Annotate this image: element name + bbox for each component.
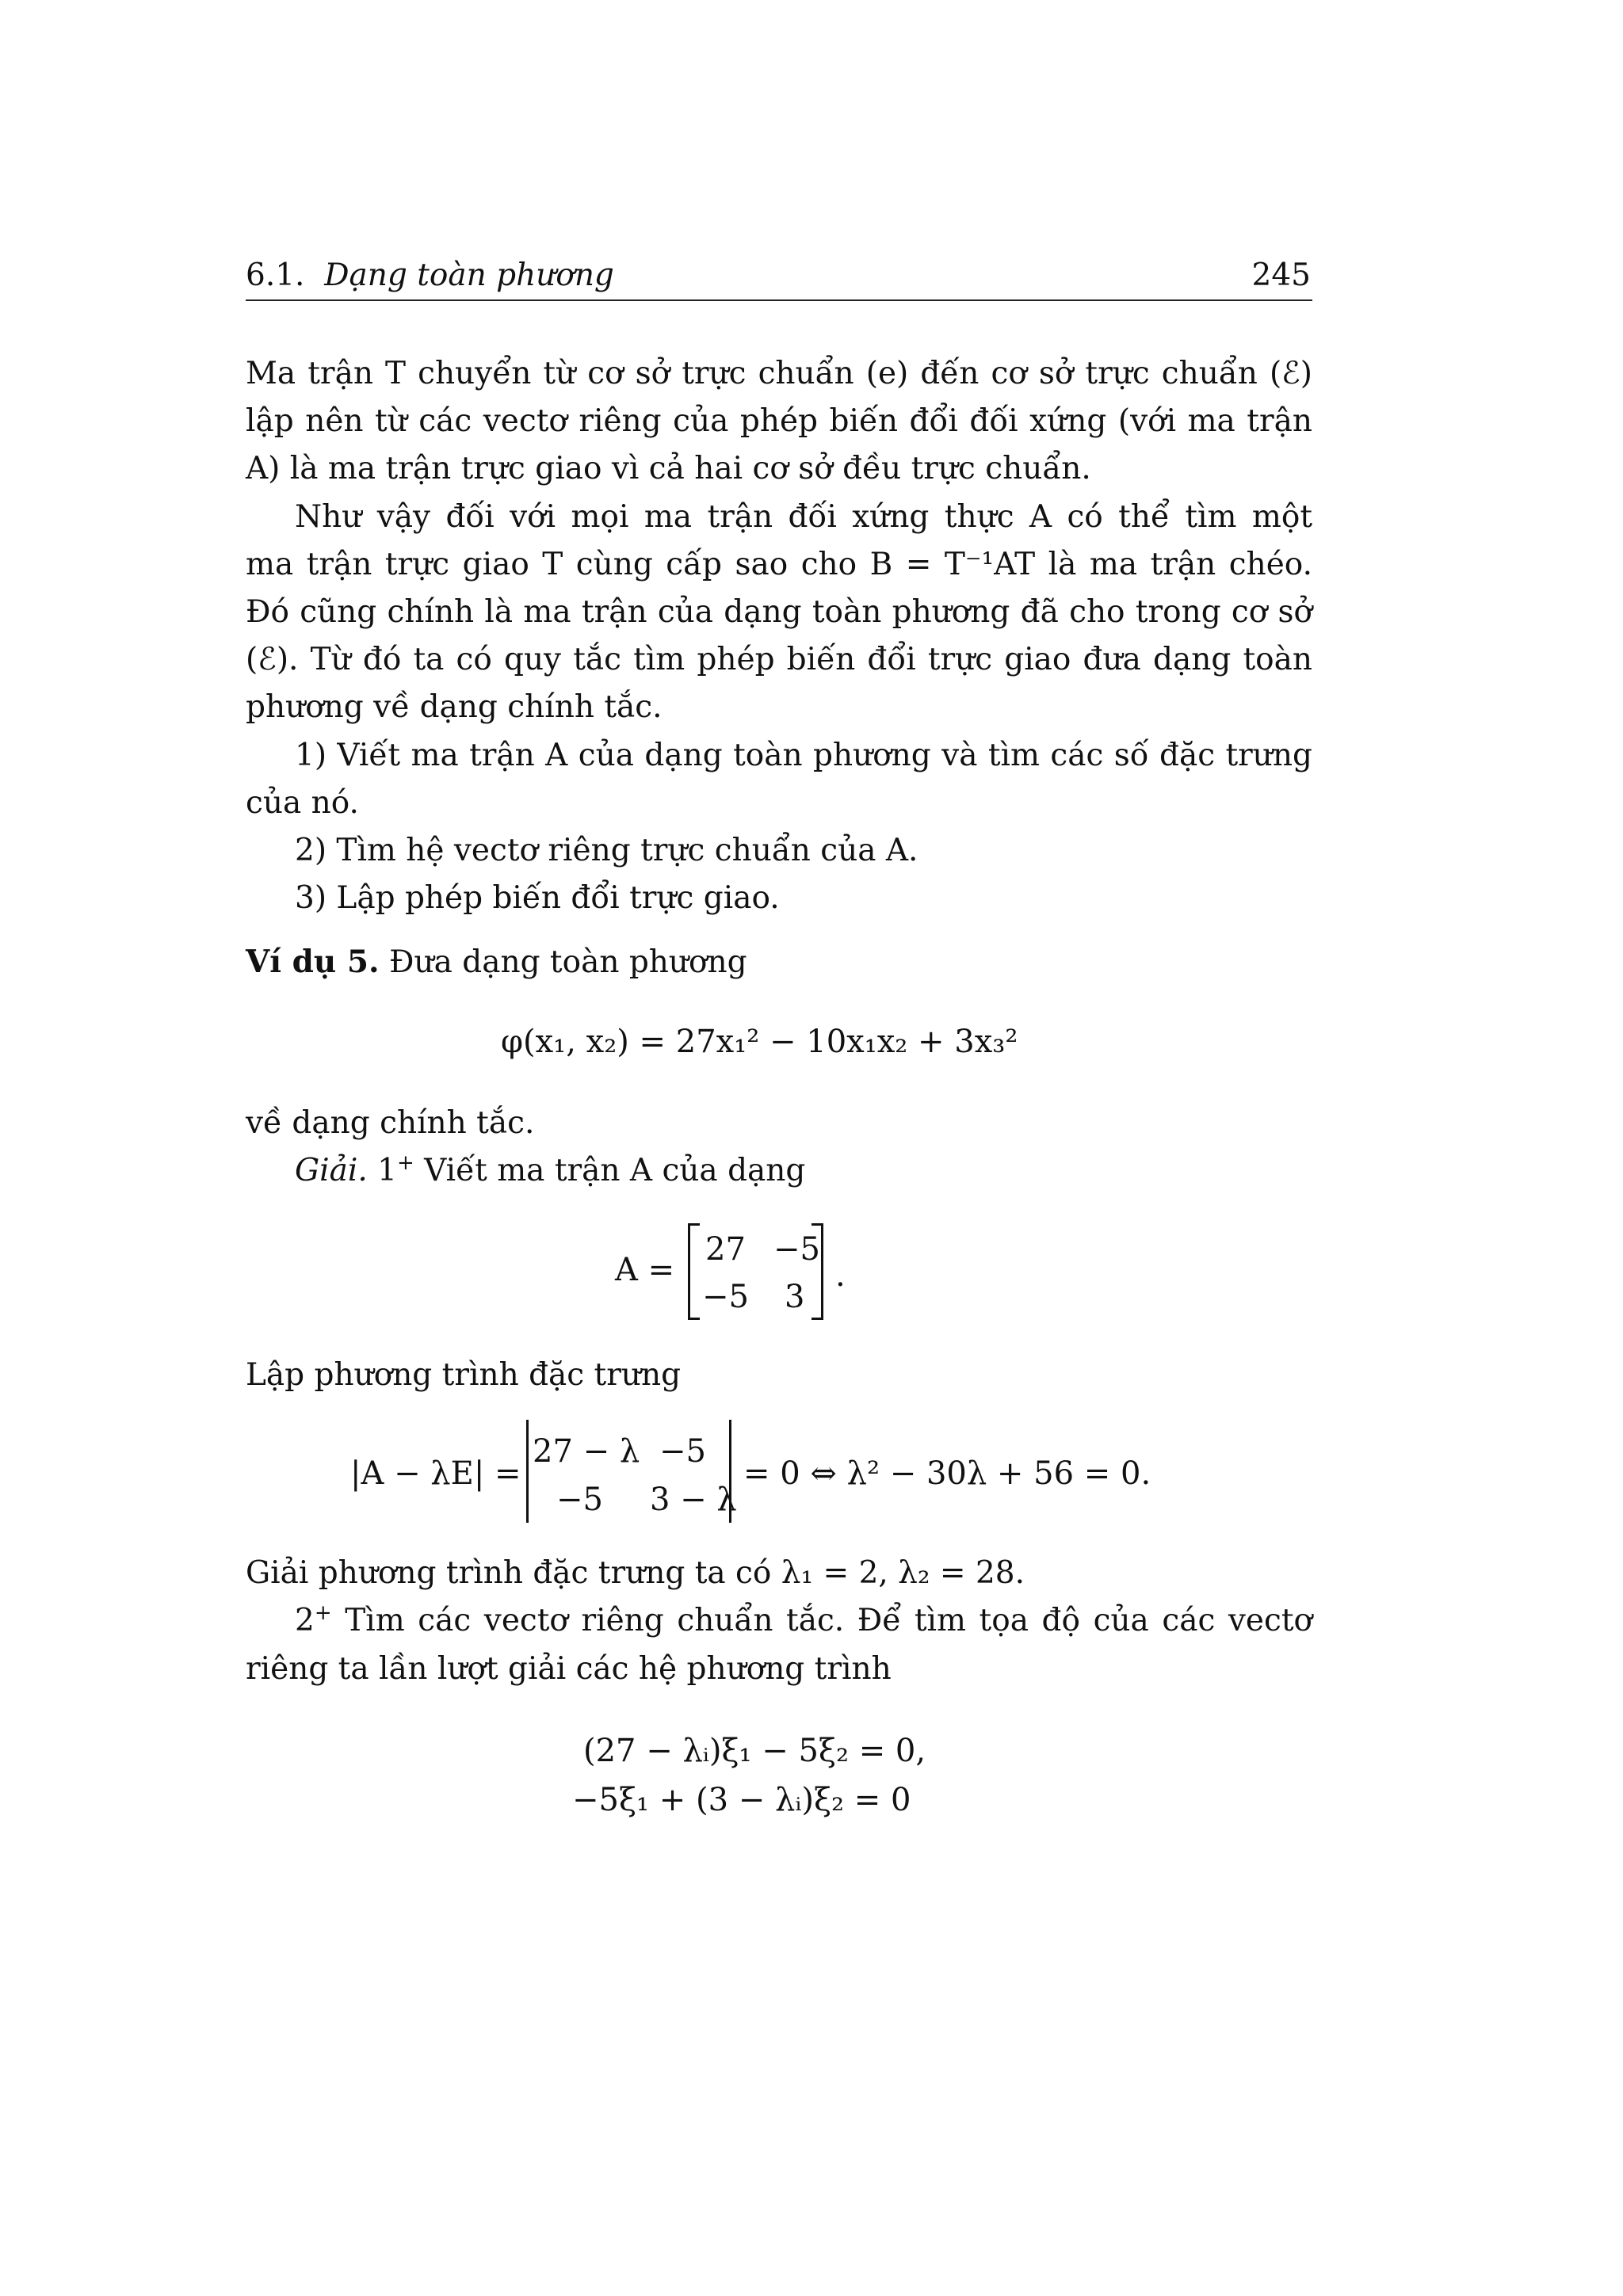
- step-line: của nó.: [246, 785, 359, 821]
- matrix-end-dot: .: [835, 1257, 846, 1294]
- matrix-lhs: A =: [615, 1252, 675, 1288]
- paragraph-line: về dạng chính tắc.: [246, 1105, 535, 1141]
- matrix-right-bracket: [812, 1223, 823, 1320]
- determinant-cell: −5: [556, 1482, 603, 1518]
- paragraph-line: Giải phương trình đặc trưng ta có λ₁ = 2, λ₂ = 28.: [246, 1555, 1025, 1591]
- solution-label: Giải.: [295, 1153, 368, 1188]
- solution-step2: 2+ Tìm các vectơ riêng chuẩn tắc. Để tìm tọa độ của các vectơ: [295, 1601, 1312, 1638]
- paragraph-line: riêng ta lần lượt giải các hệ phương trình: [246, 1651, 892, 1687]
- system-row: (27 − λᵢ)ξ₁ − 5ξ₂ = 0,: [583, 1733, 926, 1769]
- solution-step1: Giải. 1+ Viết ma trận A của dạng: [295, 1151, 806, 1188]
- step-line: 1) Viết ma trận A của dạng toàn phương và tìm các số đặc trưng: [295, 738, 1312, 773]
- section-title: Dạng toàn phương: [324, 257, 614, 293]
- matrix-cell: 3: [785, 1279, 805, 1315]
- matrix-left-bracket: [688, 1223, 700, 1320]
- matrix-cell: −5: [702, 1279, 749, 1315]
- system-row: −5ξ₁ + (3 − λᵢ)ξ₂ = 0: [572, 1782, 911, 1818]
- determinant-lhs: |A − λE| =: [350, 1455, 521, 1492]
- determinant-cell: 27 − λ: [533, 1433, 640, 1470]
- solution-step2-text: Tìm các vectơ riêng chuẩn tắc. Để tìm tọa độ của các vectơ: [345, 1603, 1312, 1638]
- determinant-cell: 3 − λ: [650, 1482, 737, 1518]
- determinant-right-bar: [729, 1420, 731, 1523]
- paragraph-line: phương về dạng chính tắc.: [246, 689, 663, 725]
- step-line: 2) Tìm hệ vectơ riêng trực chuẩn của A.: [295, 833, 918, 868]
- step-line: 3) Lập phép biến đổi trực giao.: [295, 880, 780, 916]
- determinant-cell: −5: [659, 1433, 706, 1470]
- determinant-left-bar: [526, 1420, 529, 1523]
- characteristic-equation: = 0 ⇔ λ² − 30λ + 56 = 0.: [743, 1455, 1151, 1492]
- matrix-cell: −5: [773, 1231, 820, 1268]
- example-label: Ví dụ 5.: [246, 944, 380, 980]
- paragraph-line: Như vậy đối với mọi ma trận đối xứng thực A có thể tìm một: [295, 499, 1312, 535]
- matrix-cell: 27: [705, 1231, 746, 1268]
- solution-step1-text: Viết ma trận A của dạng: [424, 1153, 806, 1188]
- paragraph-line: ma trận trực giao T cùng cấp sao cho B = T⁻¹AT là ma trận chéo.: [246, 547, 1312, 582]
- running-header: [246, 255, 1312, 301]
- page-number: 245: [1251, 257, 1311, 293]
- paragraph-line: Ma trận T chuyển từ cơ sở trực chuẩn (e) đến cơ sở trực chuẩn (ℰ): [246, 356, 1312, 391]
- paragraph-line: lập nên từ các vectơ riêng của phép biến đổi đối xứng (với ma trận: [246, 403, 1312, 439]
- paragraph-line: Lập phương trình đặc trưng: [246, 1357, 682, 1393]
- section-heading: [246, 257, 614, 293]
- quadratic-form-equation: φ(x₁, x₂) = 27x₁² − 10x₁x₂ + 3x₃²: [501, 1024, 1018, 1060]
- section-number: 6.1.: [246, 257, 305, 293]
- example-heading: [246, 944, 747, 980]
- paragraph-line: (ℰ). Từ đó ta có quy tắc tìm phép biến đổi trực giao đưa dạng toàn: [246, 642, 1312, 677]
- example-text: Đưa dạng toàn phương: [388, 944, 747, 980]
- paragraph-line: A) là ma trận trực giao vì cả hai cơ sở đều trực chuẩn.: [246, 451, 1091, 486]
- paragraph-line: Đó cũng chính là ma trận của dạng toàn phương đã cho trong cơ sở: [246, 594, 1312, 630]
